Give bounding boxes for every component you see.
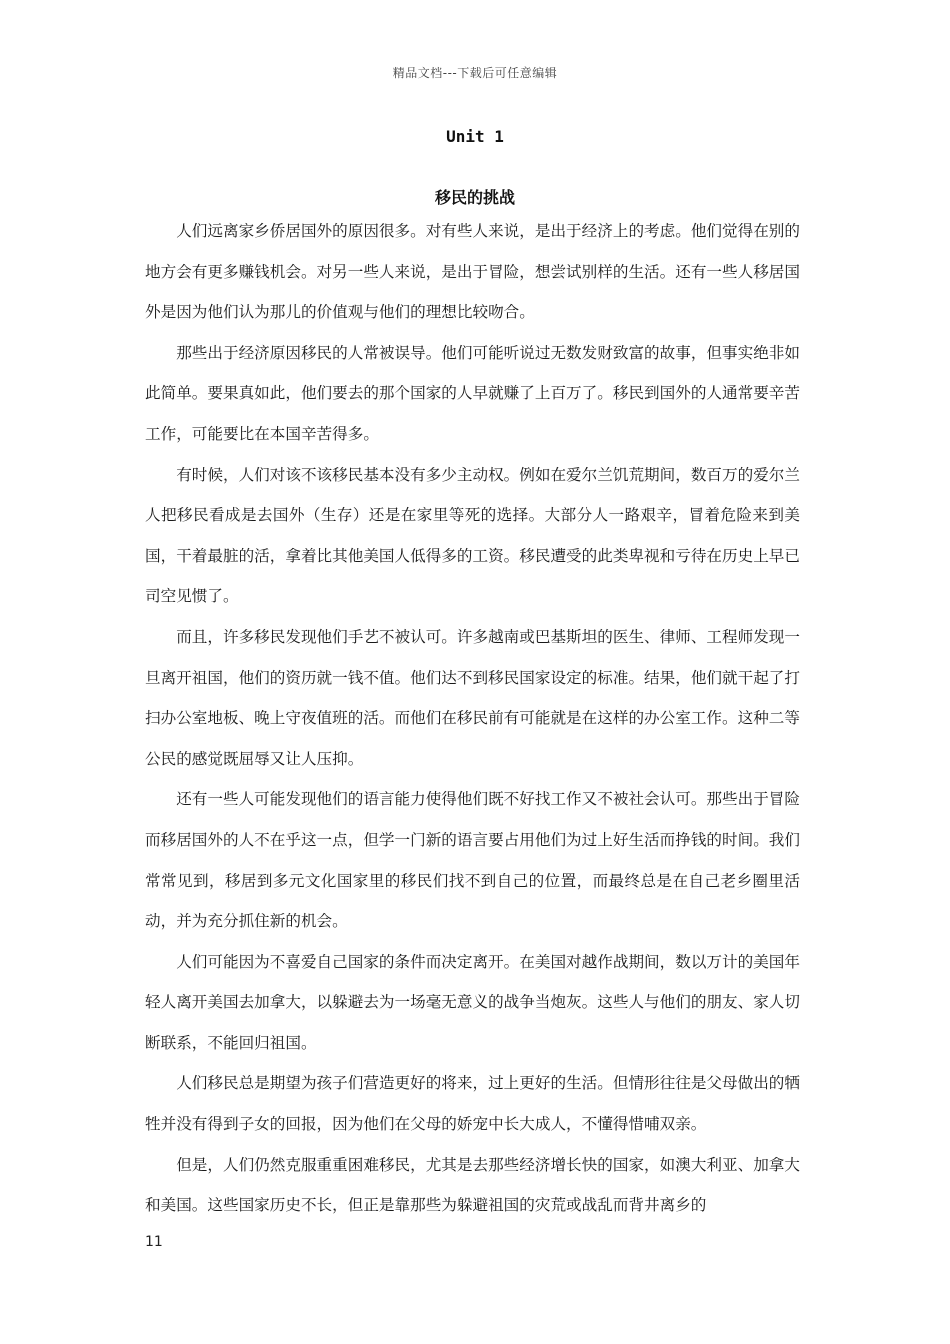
paragraph: 还有一些人可能发现他们的语言能力使得他们既不好找工作又不被社会认可。那些出于冒险而移居国外的人不在乎这一点，但学一门新的语言要占用他们为过上好生活而挣钱的时间。我们常常见到，移居到多元文化国家里的移民们找不到自己的位置，而最终总是在自己老乡圈里活动，并为充分抓住新的机会。 — [145, 790, 800, 931]
article-body — [145, 211, 800, 1226]
paragraph: 而且，许多移民发现他们手艺不被认可。许多越南或巴基斯坦的医生、律师、工程师发现一旦离开祖国，他们的资历就一钱不值。他们达不到移民国家设定的标准。结果，他们就干起了打扫办公室地板、晚上守夜值班的活。而他们在移民前有可能就是在这样的办公室工作。这种二等公民的感觉既屈辱又让人压抑。 — [145, 627, 800, 768]
unit-title: Unit 1 — [446, 127, 504, 146]
paragraph: 有时候，人们对该不该移民基本没有多少主动权。例如在爱尔兰饥荒期间，数百万的爱尔兰人把移民看成是去国外（生存）还是在家里等死的选择。大部分人一路艰辛，冒着危险来到美国，干着最脏的活，拿着比其他美国人低得多的工资。移民遭受的此类卑视和亏待在历史上早已司空见惯了。 — [145, 465, 800, 606]
article-title: 移民的挑战 — [434, 188, 515, 207]
paragraph: 人们可能因为不喜爱自己国家的条件而决定离开。在美国对越作战期间，数以万计的美国年轻人离开美国去加拿大，以躲避去为一场毫无意义的战争当炮灰。这些人与他们的朋友、家人切断联系，不能回归祖国。 — [145, 952, 800, 1052]
paragraph: 人们移民总是期望为孩子们营造更好的将来，过上更好的生活。但情形往往是父母做出的牺牲并没有得到子女的回报，因为他们在父母的娇宠中长大成人，不懂得惜哺双亲。 — [145, 1074, 800, 1134]
paragraph: 那些出于经济原因移民的人常被误导。他们可能听说过无数发财致富的故事，但事实绝非如此简单。要果真如此，他们要去的那个国家的人早就赚了上百万了。移民到国外的人通常要辛苦工作，可能要比在本国辛苦得多。 — [145, 343, 800, 443]
document-header-note: 精品文档---下载后可任意编辑 — [392, 66, 558, 80]
paragraph: 人们远离家乡侨居国外的原因很多。对有些人来说，是出于经济上的考虑。他们觉得在别的地方会有更多赚钱机会。对另一些人来说，是出于冒险，想尝试别样的生活。还有一些人移居国外是因为他们认为那儿的价值观与他们的理想比较吻合。 — [145, 222, 800, 322]
paragraph: 但是，人们仍然克服重重困难移民，尤其是去那些经济增长快的国家，如澳大利亚、加拿大和美国。这些国家历史不长，但正是靠那些为躲避祖国的灾荒或战乱而背井离乡的 — [145, 1155, 800, 1215]
page-number: 11 — [145, 1234, 163, 1250]
